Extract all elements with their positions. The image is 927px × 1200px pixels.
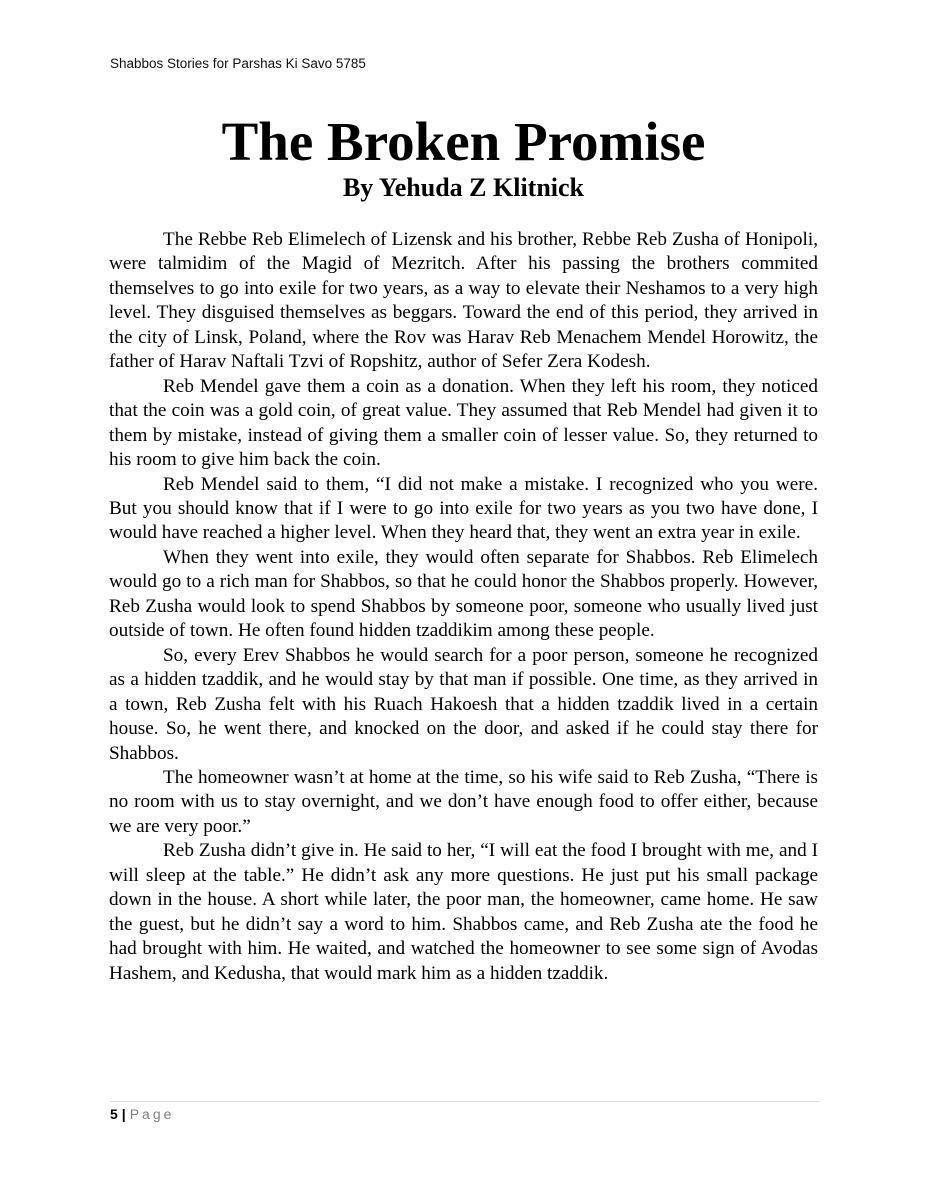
page-number: 5 xyxy=(110,1106,118,1122)
article-body xyxy=(109,228,818,986)
paragraph: Reb Mendel gave them a coin as a donation. When they left his room, they noticed that the coin was a gold coin, of great value. They assumed that Reb Mendel had given it to them by mistake, instead of giving them a smaller coin of lesser value. So, they returned to his room to give him back the coin. xyxy=(109,375,818,471)
article-title: The Broken Promise xyxy=(221,111,706,172)
paragraph: So, every Erev Shabbos he would search for a poor person, someone he recognized as a hidden tzaddik, and he would stay by that man if possible. One time, as they arrived in a town, Reb Zusha felt with his Ruach Hakoesh that a hidden tzaddik lived in a certain house. So, he went there, and knocked on the door, and asked if he could stay there for Shabbos. xyxy=(109,644,818,764)
article-byline: By Yehuda Z Klitnick xyxy=(342,173,585,202)
paragraph: The homeowner wasn’t at home at the time, so his wife said to Reb Zusha, “There is no room with us to stay overnight, and we don’t have enough food to offer either, because we are very poor.” xyxy=(109,766,818,837)
paragraph: Reb Mendel said to them, “I did not make a mistake. I recognized who you were. But you should know that if I were to go into exile for two years as you two have done, I would have reached a higher level. When they heard that, they went an extra year in exile. xyxy=(109,473,818,544)
running-header: Shabbos Stories for Parshas Ki Savo 5785 xyxy=(110,56,366,71)
page-label: Page xyxy=(129,1106,175,1122)
page-footer xyxy=(110,1106,174,1122)
paragraph: The Rebbe Reb Elimelech of Lizensk and his brother, Rebbe Reb Zusha of Honipoli, were talmidim of the Magid of Mezritch. After his passing the brothers commited themselves to go into exile for two years, as a way to elevate their Neshamos to a very high level. They disguised themselves as beggars. Toward the end of this period, they arrived in the city of Linsk, Poland, where the Rov was Harav Reb Menachem Mendel Horowitz, the father of Harav Naftali Tzvi of Ropshitz, author of Sefer Zera Kodesh. xyxy=(109,229,818,373)
page-separator: | xyxy=(121,1106,126,1122)
footer-divider xyxy=(110,1101,819,1102)
paragraph: When they went into exile, they would often separate for Shabbos. Reb Elimelech would go to a rich man for Shabbos, so that he could honor the Shabbos properly. However, Reb Zusha would look to spend Shabbos by someone poor, someone who usually lived just outside of town. He often found hidden tzaddikim among these people. xyxy=(109,546,818,642)
paragraph: Reb Zusha didn’t give in. He said to her, “I will eat the food I brought with me, and I will sleep at the table.” He didn’t ask any more questions. He just put his small package down in the house. A short while later, the poor man, the homeowner, came home. He saw the guest, but he didn’t say a word to him. Shabbos came, and Reb Zusha ate the food he had brought with him. He waited, and watched the homeowner to see some sign of Avodas Hashem, and Kedusha, that would mark him as a hidden tzaddik. xyxy=(109,840,818,984)
